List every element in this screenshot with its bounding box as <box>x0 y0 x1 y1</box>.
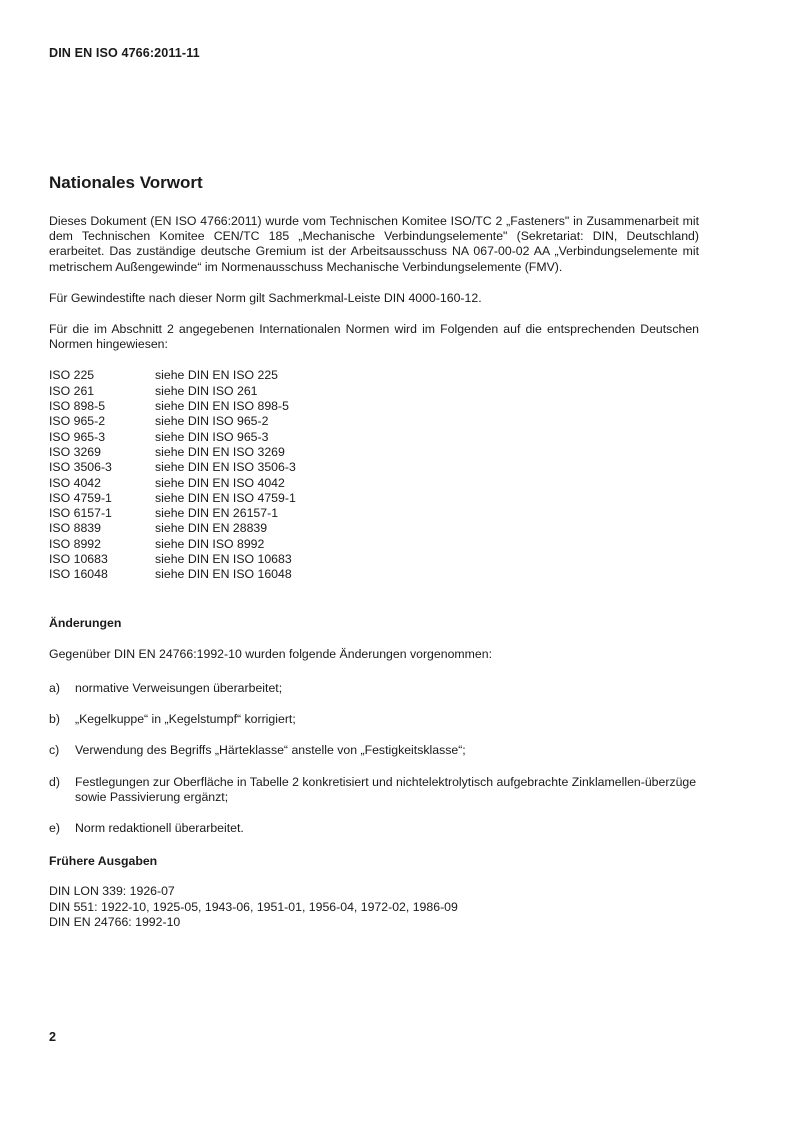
iso-cell: ISO 965-3 <box>49 429 106 444</box>
previous-edition-line: DIN 551: 1922-10, 1925-05, 1943-06, 1951-01, 1956-04, 1972-02, 1986-09 <box>49 899 458 914</box>
iso-cell: ISO 3506-3 <box>49 460 112 475</box>
list-item <box>49 775 699 805</box>
iso-cell: ISO 16048 <box>49 567 108 582</box>
previous-editions-heading: Frühere Ausgaben <box>49 854 158 869</box>
din-cell: siehe DIN EN ISO 4042 <box>155 475 285 490</box>
iso-cell: ISO 261 <box>49 383 95 398</box>
iso-cell: ISO 8839 <box>49 521 101 536</box>
table-row <box>49 399 296 414</box>
document-page <box>49 0 699 1122</box>
iso-cell: ISO 10683 <box>49 551 108 566</box>
iso-cell: ISO 4759-1 <box>49 490 112 505</box>
list-item-text: Norm redaktionell überarbeitet. <box>75 821 244 835</box>
list-marker: c) <box>49 743 60 758</box>
list-marker: b) <box>49 712 60 727</box>
previous-edition-line: DIN LON 339: 1926-07 <box>49 884 175 899</box>
table-row <box>49 537 296 552</box>
list-item-text: „Kegelkuppe“ in „Kegelstumpf“ korrigiert; <box>75 712 296 727</box>
list-item <box>49 821 699 836</box>
table-row <box>49 567 296 582</box>
previous-editions-list <box>49 884 699 930</box>
din-cell: siehe DIN EN ISO 16048 <box>155 567 292 582</box>
din-cell: siehe DIN EN ISO 225 <box>155 368 279 383</box>
previous-edition-line: DIN EN 24766: 1992-10 <box>49 914 181 929</box>
table-row <box>49 430 296 445</box>
list-item-text: normative Verweisungen überarbeitet; <box>75 680 283 695</box>
table-row <box>49 384 296 399</box>
table-row <box>49 368 296 383</box>
din-cell: siehe DIN EN 26157-1 <box>155 506 279 521</box>
changes-heading: Änderungen <box>49 615 122 630</box>
list-item-text: Verwendung des Begriffs „Härteklasse“ anstelle von „Festigkeitsklasse“; <box>75 743 466 758</box>
page-title: Nationales Vorwort <box>49 173 203 192</box>
references-intro-paragraph: Für die im Abschnitt 2 angegebenen Internationalen Normen wird im Folgenden auf die entsprechenden Deutschen Normen hingewiesen: <box>49 322 699 352</box>
table-row <box>49 521 296 536</box>
list-item <box>49 681 699 696</box>
din-cell: siehe DIN EN 28839 <box>155 521 268 536</box>
iso-cell: ISO 965-2 <box>49 414 106 429</box>
din-cell: siehe DIN EN ISO 3269 <box>155 444 285 459</box>
iso-cell: ISO 225 <box>49 368 95 383</box>
din-cell: siehe DIN EN ISO 10683 <box>155 551 292 566</box>
iso-cell: ISO 3269 <box>49 444 101 459</box>
din-cell: siehe DIN ISO 965-3 <box>155 429 269 444</box>
table-row <box>49 552 296 567</box>
list-marker: d) <box>49 774 60 789</box>
iso-cell: ISO 898-5 <box>49 399 106 414</box>
iso-cell: ISO 8992 <box>49 536 101 551</box>
din-cell: siehe DIN ISO 965-2 <box>155 414 269 429</box>
reference-table <box>49 368 296 582</box>
list-marker: a) <box>49 680 60 695</box>
changes-intro: Gegenüber DIN EN 24766:1992-10 wurden folgende Änderungen vorgenommen: <box>49 646 492 661</box>
din-cell: siehe DIN EN ISO 4759-1 <box>155 490 296 505</box>
table-row <box>49 460 296 475</box>
table-row <box>49 414 296 429</box>
list-item <box>49 743 699 758</box>
content-body <box>49 214 699 930</box>
din-cell: siehe DIN EN ISO 3506-3 <box>155 460 296 475</box>
din-cell: siehe DIN ISO 8992 <box>155 536 265 551</box>
list-item-text: Festlegungen zur Oberfläche in Tabelle 2 konkretisiert und nichtelektrolytisch aufgebrachte Zinklamellen-überzüge sowie Passivierung ergänzt; <box>75 774 697 804</box>
table-row <box>49 491 296 506</box>
list-marker: e) <box>49 821 60 835</box>
list-item <box>49 712 699 727</box>
sachmerkmal-paragraph: Für Gewindestifte nach dieser Norm gilt Sachmerkmal-Leiste DIN 4000-160-12. <box>49 290 482 305</box>
page-number: 2 <box>49 1030 57 1044</box>
intro-paragraph: Dieses Dokument (EN ISO 4766:2011) wurde vom Technischen Komitee ISO/TC 2 „Fasteners" in Zusammenarbeit mit dem Technischen Komitee CEN/TC 185 „Mechanische Verbindungselemente" (Sekretariat: DIN, Deutschland) erarbeitet. Das zuständige deutsche Gremium ist der Arbeitsausschuss NA 067-00-02 AA „Verbindungselemente mit metrischem Außengewinde“ im Normenausschuss Mechanische Verbindungselemente (FMV). <box>49 214 699 274</box>
din-cell: siehe DIN ISO 261 <box>155 383 258 398</box>
table-row <box>49 476 296 491</box>
iso-cell: ISO 4042 <box>49 475 101 490</box>
din-cell: siehe DIN EN ISO 898-5 <box>155 399 289 414</box>
iso-cell: ISO 6157-1 <box>49 506 112 521</box>
table-row <box>49 445 296 460</box>
document-id-header: DIN EN ISO 4766:2011-11 <box>49 46 200 60</box>
table-row <box>49 506 296 521</box>
